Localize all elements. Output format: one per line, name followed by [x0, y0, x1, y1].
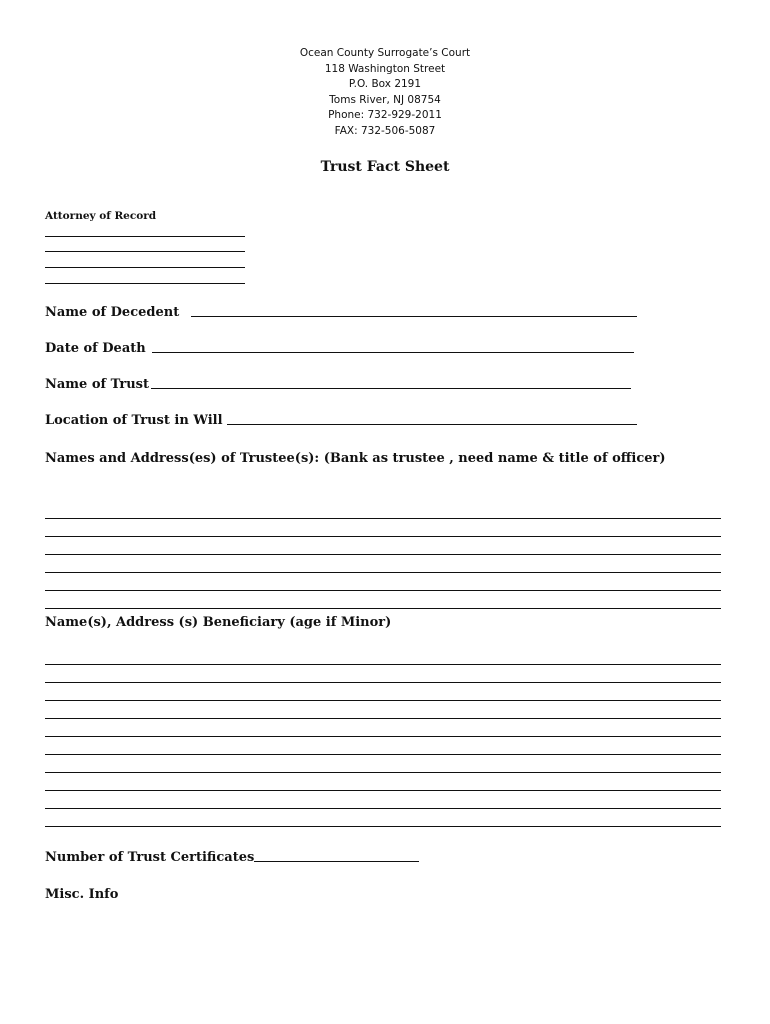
court-header	[0, 46, 770, 140]
court-city: Toms River, NJ 08754	[329, 93, 441, 106]
beneficiary-line[interactable]	[45, 754, 721, 755]
court-name: Ocean County Surrogate’s Court	[299, 47, 471, 59]
trustee-line[interactable]	[45, 536, 721, 537]
page-title: Trust Fact Sheet	[320, 159, 450, 175]
trustees-label: Names and Address(es) of Trustee(s): (Bank as trustee , need name & title of officer)	[45, 451, 666, 466]
trustee-line[interactable]	[45, 554, 721, 555]
trustee-line[interactable]	[45, 590, 721, 591]
beneficiary-line[interactable]	[45, 682, 721, 683]
beneficiary-line[interactable]	[45, 664, 721, 665]
beneficiary-line[interactable]	[45, 790, 721, 791]
attorney-line[interactable]	[45, 251, 245, 252]
attorney-of-record-label: Attorney of Record	[45, 210, 157, 222]
trust-location-label: Location of Trust in Will	[45, 413, 223, 428]
trustee-line[interactable]	[45, 608, 721, 609]
trustee-line[interactable]	[45, 518, 721, 519]
court-street: 118 Washington Street	[324, 62, 446, 75]
trust-location-blank[interactable]	[227, 423, 637, 425]
date-of-death-field	[45, 341, 634, 356]
date-of-death-blank[interactable]	[152, 351, 634, 353]
decedent-blank[interactable]	[191, 315, 637, 317]
beneficiary-line[interactable]	[45, 772, 721, 773]
court-phone: Phone: 732-929-2011	[328, 109, 442, 122]
court-fax: FAX: 732-506-5087	[334, 124, 436, 137]
court-po-box: P.O. Box 2191	[348, 78, 422, 91]
trust-name-blank[interactable]	[151, 387, 631, 389]
beneficiary-line[interactable]	[45, 808, 721, 809]
attorney-line[interactable]	[45, 236, 245, 237]
trust-name-field	[45, 377, 631, 392]
attorney-line[interactable]	[45, 267, 245, 268]
beneficiary-line[interactable]	[45, 826, 721, 827]
trust-name-label: Name of Trust	[45, 377, 149, 392]
beneficiary-line[interactable]	[45, 736, 721, 737]
misc-info-label: Misc. Info	[45, 887, 119, 902]
beneficiary-line[interactable]	[45, 700, 721, 701]
attorney-line[interactable]	[45, 283, 245, 284]
certificates-field	[45, 850, 419, 865]
date-of-death-label: Date of Death	[45, 341, 146, 356]
beneficiary-line[interactable]	[45, 718, 721, 719]
decedent-label: Name of Decedent	[45, 305, 180, 320]
trustee-line[interactable]	[45, 572, 721, 573]
certificates-label: Number of Trust Certificates	[45, 850, 255, 865]
trust-location-field	[45, 413, 637, 428]
decedent-field	[45, 305, 637, 320]
beneficiary-label: Name(s), Address (s) Beneficiary (age if Minor)	[45, 615, 392, 630]
certificates-blank[interactable]	[254, 860, 419, 862]
